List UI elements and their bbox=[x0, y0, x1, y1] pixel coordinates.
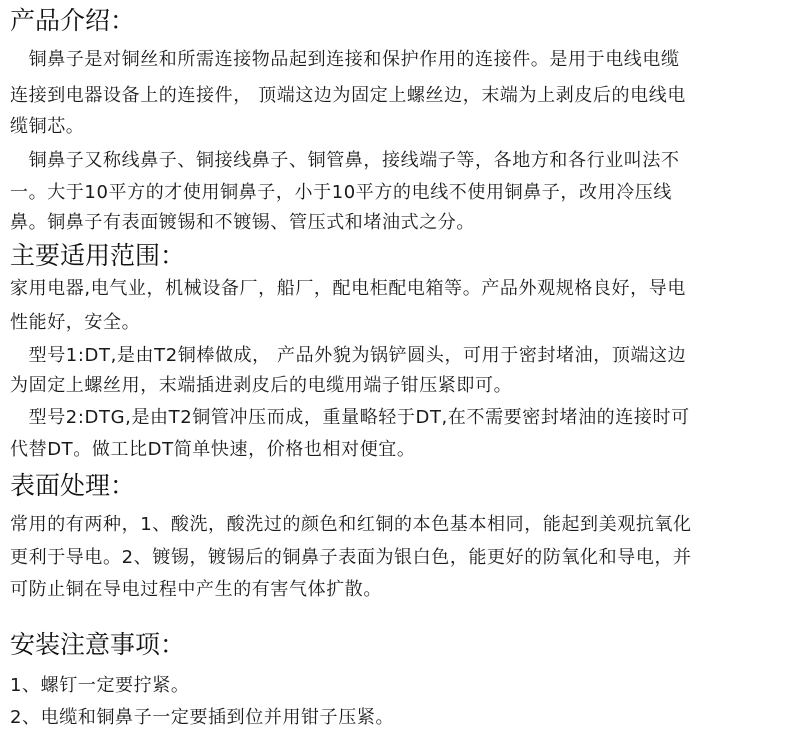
paragraph-line: 代替DT。做工比DT简单快速，价格也相对便宜。 bbox=[10, 439, 416, 460]
paragraph-line: 一。大于10平方的才使用铜鼻子，小于10平方的电线不使用铜鼻子，改用冷压线 bbox=[10, 182, 673, 203]
list-item: 2、电缆和铜鼻子一定要插到位并用钳子压紧。 bbox=[10, 707, 395, 728]
paragraph-line: 型号2:DTG,是由T2铜管冲压而成，重量略轻于DT,在不需要密封堵油的连接时可 bbox=[10, 407, 690, 428]
paragraph-line: 连接到电器设备上的连接件， 顶端这边为固定上螺丝边，末端为上剥皮后的电线电 bbox=[10, 85, 686, 106]
paragraph-line: 鼻。铜鼻子有表面镀锡和不镀锡、管压式和堵油式之分。 bbox=[10, 212, 475, 233]
paragraph-line: 铜鼻子是对铜丝和所需连接物品起到连接和保护作用的连接件。是用于电线电缆 bbox=[10, 49, 680, 70]
paragraph-line: 铜鼻子又称线鼻子、铜接线鼻子、铜管鼻，接线端子等，各地方和各行业叫法不 bbox=[10, 150, 680, 171]
list-item: 1、螺钉一定要拧紧。 bbox=[10, 675, 190, 696]
paragraph-line: 家用电器,电气业，机械设备厂，船厂，配电柜配电箱等。产品外观规格良好，导电 bbox=[10, 278, 686, 299]
section-title-product-intro: 产品介绍： bbox=[10, 6, 136, 35]
paragraph-line: 为固定上螺丝用，末端插进剥皮后的电缆用端子钳压紧即可。 bbox=[10, 375, 513, 396]
paragraph-line: 更利于导电。2、镀锡，镀锡后的铜鼻子表面为银白色，能更好的防氧化和导电，并 bbox=[10, 547, 692, 568]
paragraph-line: 常用的有两种，1、酸洗，酸洗过的颜色和红铜的本色基本相同，能起到美观抗氧化 bbox=[10, 514, 692, 535]
paragraph-line: 性能好，安全。 bbox=[10, 312, 141, 333]
paragraph-line: 可防止铜在导电过程中产生的有害气体扩散。 bbox=[10, 579, 382, 600]
paragraph-line: 缆铜芯。 bbox=[10, 116, 85, 137]
section-title-applications: 主要适用范围： bbox=[10, 241, 186, 270]
paragraph-line: 型号1:DT,是由T2铜棒做成， 产品外貌为锅铲圆头，可用于密封堵油，顶端这边 bbox=[10, 345, 687, 366]
section-title-surface-treatment: 表面处理： bbox=[10, 471, 136, 500]
section-title-installation-notes: 安装注意事项： bbox=[10, 630, 186, 659]
